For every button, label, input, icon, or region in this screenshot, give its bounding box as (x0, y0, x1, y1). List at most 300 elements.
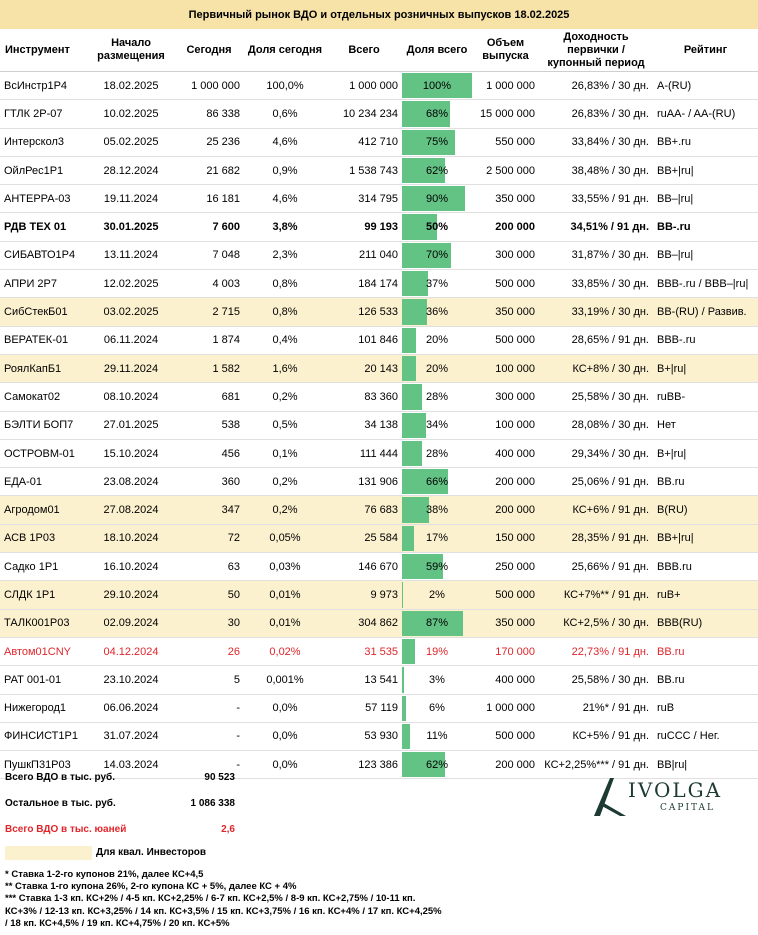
share-total-label: 62% (425, 164, 449, 177)
summary-vdo-label: Всего ВДО в тыс. руб. (5, 772, 116, 783)
cell-today: 21 682 (174, 156, 244, 184)
cell-yield: 28,65% / 91 дн. (539, 326, 653, 354)
cell-share-today: 0,9% (244, 156, 326, 184)
cell-total: 53 930 (326, 722, 402, 750)
primary-market-table (0, 29, 758, 779)
cell-instrument: БЭЛТИ БОП7 (0, 411, 88, 439)
share-total-label: 28% (425, 447, 449, 460)
cell-rating: ruBB- (653, 383, 758, 411)
cell-volume: 500 000 (472, 722, 539, 750)
cell-start-date: 10.02.2025 (88, 100, 174, 128)
share-total-bar (402, 667, 404, 692)
footnote-3-end: / 18 кп. КС+4,5% / 19 кп. КС+4,75% / 20 кп. КС+5% (5, 917, 230, 929)
cell-share-total (402, 581, 472, 609)
cell-share-total (402, 468, 472, 496)
cell-instrument: ТАЛК001Р03 (0, 609, 88, 637)
cell-share-today: 0,03% (244, 553, 326, 581)
cell-rating: BB.ru (653, 468, 758, 496)
summary-yuan-label: Всего ВДО в тыс. юаней (5, 824, 127, 835)
cell-instrument: ФИНСИСТ1Р1 (0, 722, 88, 750)
cell-share-today: 0,001% (244, 666, 326, 694)
cell-total: 101 846 (326, 326, 402, 354)
cell-start-date: 23.10.2024 (88, 666, 174, 694)
cell-start-date: 15.10.2024 (88, 439, 174, 467)
cell-today: 16 181 (174, 185, 244, 213)
summary-other-value: 1 086 338 (190, 798, 235, 809)
logo-name: IVOLGA (628, 778, 723, 802)
share-total-label: 87% (425, 617, 449, 630)
table-row (0, 298, 758, 326)
cell-start-date: 18.02.2025 (88, 72, 174, 100)
share-total-label: 62% (425, 758, 449, 771)
share-total-label: 20% (425, 334, 449, 347)
table-row (0, 156, 758, 184)
cell-share-total (402, 524, 472, 552)
table-row (0, 326, 758, 354)
share-total-label: 59% (425, 560, 449, 573)
table-row (0, 468, 758, 496)
table-row (0, 581, 758, 609)
cell-volume: 200 000 (472, 468, 539, 496)
cell-total: 10 234 234 (326, 100, 402, 128)
cell-share-today: 0,6% (244, 100, 326, 128)
table-row (0, 383, 758, 411)
col-total: Всего (326, 29, 402, 72)
cell-start-date: 02.09.2024 (88, 609, 174, 637)
cell-today: 5 (174, 666, 244, 694)
cell-start-date: 03.02.2025 (88, 298, 174, 326)
share-total-label: 17% (425, 532, 449, 545)
cell-today: 50 (174, 581, 244, 609)
cell-share-today: 0,0% (244, 694, 326, 722)
cell-volume: 500 000 (472, 581, 539, 609)
cell-yield: КС+6% / 91 дн. (539, 496, 653, 524)
cell-yield: 21%* / 91 дн. (539, 694, 653, 722)
share-total-label: 6% (429, 702, 445, 715)
cell-total: 184 174 (326, 270, 402, 298)
footnote-2: ** Ставка 1-го купона 26%, 2-го купона КС + 5%, далее КС + 4% (5, 881, 297, 893)
share-total-label: 20% (425, 362, 449, 375)
cell-total: 76 683 (326, 496, 402, 524)
cell-rating: ruB (653, 694, 758, 722)
cell-volume: 300 000 (472, 241, 539, 269)
cell-today: 86 338 (174, 100, 244, 128)
cell-start-date: 06.06.2024 (88, 694, 174, 722)
cell-share-today: 0,0% (244, 722, 326, 750)
summary-other-label: Остальное в тыс. руб. (5, 798, 116, 809)
cell-share-total (402, 722, 472, 750)
cell-instrument: СИБАВТО1Р4 (0, 241, 88, 269)
cell-share-total (402, 694, 472, 722)
cell-start-date: 27.08.2024 (88, 496, 174, 524)
share-total-bar (402, 582, 403, 607)
cell-start-date: 18.10.2024 (88, 524, 174, 552)
cell-instrument: Интерскол3 (0, 128, 88, 156)
cell-share-total (402, 751, 472, 779)
table-row (0, 128, 758, 156)
cell-start-date: 29.10.2024 (88, 581, 174, 609)
cell-yield: 28,08% / 30 дн. (539, 411, 653, 439)
cell-start-date: 04.12.2024 (88, 637, 174, 665)
cell-today: 1 000 000 (174, 72, 244, 100)
cell-share-total (402, 383, 472, 411)
cell-volume: 1 000 000 (472, 694, 539, 722)
cell-share-today: 0,4% (244, 326, 326, 354)
cell-total: 211 040 (326, 241, 402, 269)
cell-total: 1 538 743 (326, 156, 402, 184)
cell-rating: B+|ru| (653, 354, 758, 382)
cell-share-today: 3,8% (244, 213, 326, 241)
cell-share-total (402, 496, 472, 524)
cell-share-today: 0,2% (244, 496, 326, 524)
table-row (0, 241, 758, 269)
cell-rating: Нет (653, 411, 758, 439)
table-row (0, 666, 758, 694)
cell-yield: 25,06% / 91 дн. (539, 468, 653, 496)
cell-volume: 100 000 (472, 354, 539, 382)
table-row (0, 439, 758, 467)
qualified-investor-swatch (5, 846, 92, 860)
cell-rating: ruCCC / Нег. (653, 722, 758, 750)
cell-share-total (402, 411, 472, 439)
cell-start-date: 16.10.2024 (88, 553, 174, 581)
cell-start-date: 12.02.2025 (88, 270, 174, 298)
share-total-label: 50% (425, 221, 449, 234)
share-total-label: 3% (429, 673, 445, 686)
logo-subtitle: CAPITAL (660, 803, 715, 813)
cell-total: 34 138 (326, 411, 402, 439)
share-total-label: 70% (425, 249, 449, 262)
cell-total: 13 541 (326, 666, 402, 694)
cell-share-today: 0,05% (244, 524, 326, 552)
cell-yield: 34,51% / 91 дн. (539, 213, 653, 241)
cell-start-date: 14.03.2024 (88, 751, 174, 779)
table-row (0, 411, 758, 439)
cell-today: 72 (174, 524, 244, 552)
cell-yield: КС+2,5% / 30 дн. (539, 609, 653, 637)
share-total-label: 11% (426, 730, 448, 743)
cell-start-date: 23.08.2024 (88, 468, 174, 496)
cell-rating: ruAA- / AA-(RU) (653, 100, 758, 128)
cell-start-date: 31.07.2024 (88, 722, 174, 750)
cell-total: 111 444 (326, 439, 402, 467)
cell-volume: 2 500 000 (472, 156, 539, 184)
col-instrument: Инструмент (0, 29, 88, 72)
cell-yield: КС+8% / 30 дн. (539, 354, 653, 382)
share-total-label: 19% (425, 645, 449, 658)
cell-share-today: 0,8% (244, 298, 326, 326)
cell-instrument: ОСТРОВМ-01 (0, 439, 88, 467)
cell-total: 31 535 (326, 637, 402, 665)
share-total-label: 66% (425, 475, 449, 488)
cell-share-total (402, 185, 472, 213)
table-row (0, 270, 758, 298)
share-total-label: 2% (429, 588, 445, 601)
cell-start-date: 13.11.2024 (88, 241, 174, 269)
cell-instrument: РДВ ТЕХ 01 (0, 213, 88, 241)
cell-volume: 550 000 (472, 128, 539, 156)
cell-share-total (402, 213, 472, 241)
cell-volume: 350 000 (472, 298, 539, 326)
cell-share-today: 100,0% (244, 72, 326, 100)
table-row (0, 213, 758, 241)
footnotes (5, 869, 755, 930)
table-row (0, 72, 758, 100)
cell-rating: BB.ru (653, 666, 758, 694)
cell-instrument: Автом01CNY (0, 637, 88, 665)
cell-volume: 1 000 000 (472, 72, 539, 100)
cell-total: 123 386 (326, 751, 402, 779)
cell-rating: BBB-.ru (653, 326, 758, 354)
cell-volume: 500 000 (472, 270, 539, 298)
cell-volume: 200 000 (472, 496, 539, 524)
cell-volume: 200 000 (472, 751, 539, 779)
cell-share-total (402, 128, 472, 156)
cell-yield: 25,58% / 30 дн. (539, 666, 653, 694)
cell-rating: A-(RU) (653, 72, 758, 100)
cell-today: - (174, 722, 244, 750)
col-yield: Доходность первички / купонный период (539, 29, 653, 72)
cell-share-total (402, 553, 472, 581)
cell-yield: 25,66% / 91 дн. (539, 553, 653, 581)
cell-instrument: СЛДК 1Р1 (0, 581, 88, 609)
cell-instrument: АСВ 1Р03 (0, 524, 88, 552)
footnote-3: *** Ставка 1-3 кп. КС+2% / 4-5 кп. КС+2,25% / 6-7 кп. КС+2,5% / 8-9 кп. КС+2,75% / 10-11 кп. (5, 893, 416, 905)
cell-share-today: 4,6% (244, 185, 326, 213)
cell-total: 304 862 (326, 609, 402, 637)
cell-instrument: Самокат02 (0, 383, 88, 411)
cell-today: 63 (174, 553, 244, 581)
cell-rating: BB–|ru| (653, 185, 758, 213)
cell-share-today: 0,2% (244, 383, 326, 411)
table-row (0, 694, 758, 722)
cell-today: 360 (174, 468, 244, 496)
cell-today: 2 715 (174, 298, 244, 326)
summary-vdo-value: 90 523 (204, 772, 235, 783)
table-header-row (0, 29, 758, 72)
cell-today: 26 (174, 637, 244, 665)
cell-start-date: 30.01.2025 (88, 213, 174, 241)
cell-total: 99 193 (326, 213, 402, 241)
cell-today: 347 (174, 496, 244, 524)
cell-instrument: ВЕРАТЕК-01 (0, 326, 88, 354)
share-total-label: 28% (425, 390, 449, 403)
table-row (0, 354, 758, 382)
col-share-total: Доля всего (402, 29, 472, 72)
cell-volume: 170 000 (472, 637, 539, 665)
cell-yield: 33,85% / 30 дн. (539, 270, 653, 298)
cell-yield: 26,83% / 30 дн. (539, 100, 653, 128)
cell-today: 30 (174, 609, 244, 637)
cell-rating: BB+|ru| (653, 156, 758, 184)
cell-yield: КС+7%** / 91 дн. (539, 581, 653, 609)
cell-start-date: 05.02.2025 (88, 128, 174, 156)
cell-share-total (402, 439, 472, 467)
qualified-investor-legend: Для квал. Инвесторов (96, 847, 207, 858)
cell-instrument: ПушкП31Р03 (0, 751, 88, 779)
cell-share-total (402, 72, 472, 100)
cell-total: 1 000 000 (326, 72, 402, 100)
share-total-label: 75% (425, 136, 449, 149)
cell-volume: 400 000 (472, 439, 539, 467)
summary-yuan-value: 2,6 (221, 824, 235, 835)
cell-yield: 29,34% / 30 дн. (539, 439, 653, 467)
footnote-3-cont: КС+3% / 12-13 кп. КС+3,25% / 14 кп. КС+3,5% / 15 кп. КС+3,75% / 16 кп. КС+4% / 17 кп. КС+4,25% (5, 905, 442, 917)
cell-share-today: 0,02% (244, 637, 326, 665)
cell-total: 9 973 (326, 581, 402, 609)
cell-today: - (174, 694, 244, 722)
cell-share-today: 4,6% (244, 128, 326, 156)
cell-start-date: 27.01.2025 (88, 411, 174, 439)
cell-yield: КС+5% / 91 дн. (539, 722, 653, 750)
table-row (0, 722, 758, 750)
table-row (0, 524, 758, 552)
cell-yield: 26,83% / 30 дн. (539, 72, 653, 100)
cell-volume: 350 000 (472, 185, 539, 213)
cell-share-today: 2,3% (244, 241, 326, 269)
cell-yield: 33,84% / 30 дн. (539, 128, 653, 156)
cell-instrument: РоялКапБ1 (0, 354, 88, 382)
cell-share-today: 0,01% (244, 609, 326, 637)
cell-total: 20 143 (326, 354, 402, 382)
cell-rating: BB-(RU) / Развив. (653, 298, 758, 326)
cell-share-total (402, 354, 472, 382)
cell-start-date: 29.11.2024 (88, 354, 174, 382)
table-row (0, 637, 758, 665)
share-total-label: 36% (425, 306, 449, 319)
cell-share-total (402, 298, 472, 326)
cell-volume: 100 000 (472, 411, 539, 439)
cell-yield: 38,48% / 30 дн. (539, 156, 653, 184)
cell-rating: ruB+ (653, 581, 758, 609)
col-share-today: Доля сегодня (244, 29, 326, 72)
cell-rating: BB+|ru| (653, 524, 758, 552)
cell-start-date: 08.10.2024 (88, 383, 174, 411)
cell-today: 7 600 (174, 213, 244, 241)
cell-total: 146 670 (326, 553, 402, 581)
cell-rating: BB|ru| (653, 751, 758, 779)
cell-rating: BBB.ru (653, 553, 758, 581)
cell-rating: BB–|ru| (653, 241, 758, 269)
cell-instrument: АПРИ 2Р7 (0, 270, 88, 298)
cell-yield: 28,35% / 91 дн. (539, 524, 653, 552)
cell-rating: BBB(RU) (653, 609, 758, 637)
cell-yield: 33,19% / 30 дн. (539, 298, 653, 326)
cell-share-today: 0,0% (244, 751, 326, 779)
table-row (0, 553, 758, 581)
table-row (0, 185, 758, 213)
share-total-label: 34% (425, 419, 449, 432)
page-title: Первичный рынок ВДО и отдельных розничных выпусков 18.02.2025 (0, 0, 758, 29)
cell-share-total (402, 666, 472, 694)
cell-share-total (402, 326, 472, 354)
cell-volume: 400 000 (472, 666, 539, 694)
cell-total: 314 795 (326, 185, 402, 213)
cell-today: 538 (174, 411, 244, 439)
table-row (0, 609, 758, 637)
cell-share-total (402, 241, 472, 269)
col-rating: Рейтинг (653, 29, 758, 72)
cell-instrument: ЕДА-01 (0, 468, 88, 496)
cell-today: 1 582 (174, 354, 244, 382)
cell-share-total (402, 156, 472, 184)
cell-share-today: 0,2% (244, 468, 326, 496)
cell-yield: 25,58% / 30 дн. (539, 383, 653, 411)
cell-today: 7 048 (174, 241, 244, 269)
cell-total: 131 906 (326, 468, 402, 496)
share-total-label: 38% (425, 504, 449, 517)
cell-instrument: ГТЛК 2Р-07 (0, 100, 88, 128)
cell-start-date: 19.11.2024 (88, 185, 174, 213)
share-total-label: 90% (425, 192, 449, 205)
cell-volume: 15 000 000 (472, 100, 539, 128)
cell-start-date: 28.12.2024 (88, 156, 174, 184)
cell-yield: 31,87% / 30 дн. (539, 241, 653, 269)
cell-volume: 300 000 (472, 383, 539, 411)
cell-instrument: Садко 1Р1 (0, 553, 88, 581)
cell-today: 1 874 (174, 326, 244, 354)
cell-instrument: РАТ 001-01 (0, 666, 88, 694)
cell-rating: BBB-.ru / BBB–|ru| (653, 270, 758, 298)
footnote-1: * Ставка 1-2-го купонов 21%, далее КС+4,5 (5, 869, 204, 880)
cell-share-total (402, 100, 472, 128)
cell-yield: 33,55% / 91 дн. (539, 185, 653, 213)
cell-share-total (402, 637, 472, 665)
cell-rating: B+|ru| (653, 439, 758, 467)
table-row (0, 100, 758, 128)
cell-today: - (174, 751, 244, 779)
cell-total: 126 533 (326, 298, 402, 326)
cell-rating: BB+.ru (653, 128, 758, 156)
cell-share-today: 0,8% (244, 270, 326, 298)
col-start-date: Начало размещения (88, 29, 174, 72)
cell-instrument: Агродом01 (0, 496, 88, 524)
cell-volume: 200 000 (472, 213, 539, 241)
cell-volume: 150 000 (472, 524, 539, 552)
share-total-label: 37% (425, 277, 449, 290)
cell-share-total (402, 270, 472, 298)
cell-rating: B(RU) (653, 496, 758, 524)
table-row (0, 496, 758, 524)
cell-share-total (402, 609, 472, 637)
cell-instrument: ВсИнстр1Р4 (0, 72, 88, 100)
cell-today: 681 (174, 383, 244, 411)
cell-volume: 350 000 (472, 609, 539, 637)
cell-rating: BB.ru (653, 637, 758, 665)
cell-today: 4 003 (174, 270, 244, 298)
cell-share-today: 0,1% (244, 439, 326, 467)
cell-share-today: 1,6% (244, 354, 326, 382)
cell-yield: КС+2,25%*** / 91 дн. (539, 751, 653, 779)
cell-volume: 250 000 (472, 553, 539, 581)
col-today: Сегодня (174, 29, 244, 72)
cell-instrument: Нижегород1 (0, 694, 88, 722)
cell-start-date: 06.11.2024 (88, 326, 174, 354)
col-volume: Объем выпуска (472, 29, 539, 72)
cell-today: 25 236 (174, 128, 244, 156)
cell-yield: 22,73% / 91 дн. (539, 637, 653, 665)
cell-today: 456 (174, 439, 244, 467)
cell-instrument: АНТЕРРА-03 (0, 185, 88, 213)
cell-volume: 500 000 (472, 326, 539, 354)
cell-rating: BB-.ru (653, 213, 758, 241)
cell-instrument: ОйлРес1Р1 (0, 156, 88, 184)
share-total-label: 100% (422, 79, 452, 92)
cell-share-today: 0,01% (244, 581, 326, 609)
cell-share-today: 0,5% (244, 411, 326, 439)
share-total-label: 68% (425, 107, 449, 120)
cell-total: 83 360 (326, 383, 402, 411)
